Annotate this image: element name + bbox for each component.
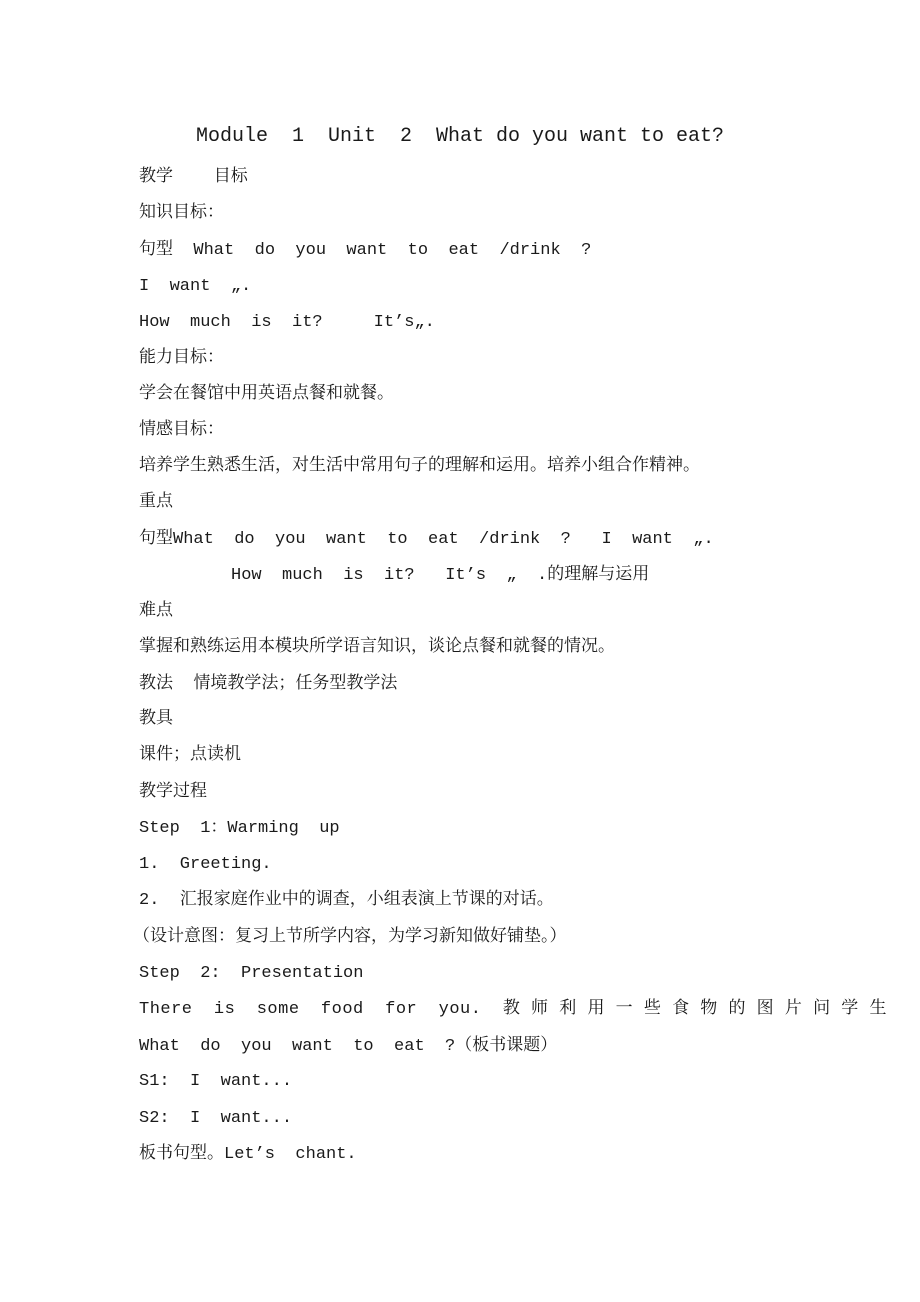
text-difficulties: 掌握和熟练运用本模块所学语言知识，谈论点餐和就餐的情况。 xyxy=(139,638,615,657)
text-student-1: S1: I want... xyxy=(139,1072,293,1091)
text-ability-goals: 学会在餐馆中用英语点餐和就餐。 xyxy=(139,385,394,404)
heading-teaching-process: 教学过程 xyxy=(139,783,207,802)
text-teaching-method: 教法 情境教学法；任务型教学法 xyxy=(139,675,398,694)
text-presentation-intro: There is some food for you. 教 师 利 用 一 些 食 物 的 图 片 问 学 生 xyxy=(139,1000,887,1019)
heading-knowledge-goals: 知识目标： xyxy=(139,204,224,223)
text-sentence-pattern-3: How much is it? It’s„. xyxy=(139,313,435,332)
text-design-intent: （设计意图：复习上节所学内容，为学习新知做好铺垫。） xyxy=(133,928,567,947)
list-item-greeting: 1. Greeting. xyxy=(139,855,272,874)
heading-difficulties: 难点 xyxy=(139,602,173,621)
heading-emotional-goals: 情感目标： xyxy=(139,421,224,440)
text-emotional-goals: 培养学生熟悉生活，对生活中常用句子的理解和运用。培养小组合作精神。 xyxy=(139,457,700,476)
list-item-report: 2. 汇报家庭作业中的调查，小组表演上节课的对话。 xyxy=(139,891,554,910)
text-sentence-pattern-1: 句型 What do you want to eat /drink ? xyxy=(139,241,592,260)
text-presentation-question: What do you want to eat ?（板书课题） xyxy=(139,1037,558,1056)
heading-teaching-goals: 教学 目标 xyxy=(139,168,248,187)
document-title: Module 1 Unit 2 What do you want to eat? xyxy=(195,125,725,148)
text-sentence-pattern-2: I want „. xyxy=(139,277,252,296)
heading-step-2: Step 2: Presentation xyxy=(139,964,364,983)
heading-teaching-aids: 教具 xyxy=(139,710,173,729)
heading-key-points: 重点 xyxy=(139,493,173,512)
text-student-2: S2: I want... xyxy=(139,1109,293,1128)
text-key-points-2: How much is it? It’s „ .的理解与运用 xyxy=(231,566,650,585)
text-chant: 板书句型。Let’s chant. xyxy=(139,1145,357,1164)
heading-ability-goals: 能力目标： xyxy=(139,349,224,368)
text-teaching-aids: 课件；点读机 xyxy=(139,746,241,765)
heading-step-1: Step 1：Warming up xyxy=(139,819,340,838)
text-key-points-1: 句型What do you want to eat /drink ? I want „. xyxy=(139,530,714,549)
